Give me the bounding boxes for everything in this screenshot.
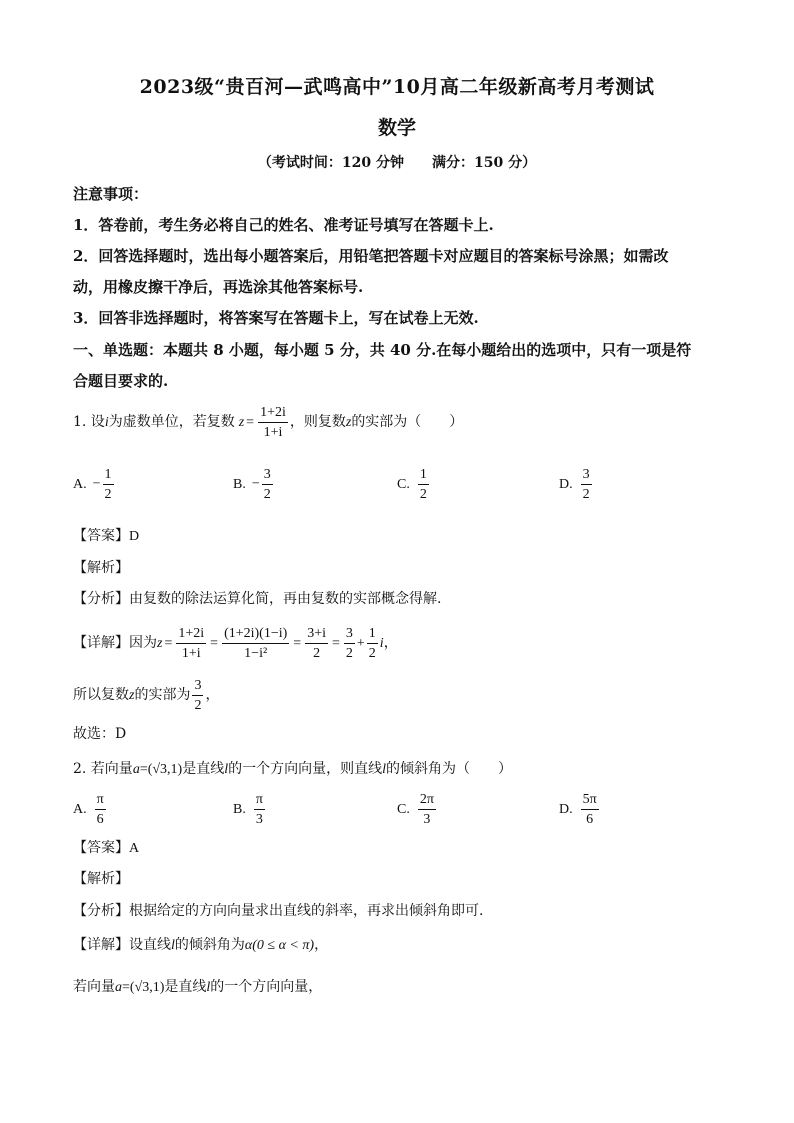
- q2-vector-a-letter: a: [132, 762, 140, 777]
- q2-option-d-frac: [581, 791, 599, 828]
- q1-prefix: 1. 设: [73, 414, 105, 430]
- q2-detail-line-2: [73, 976, 322, 996]
- q1-answer: [73, 525, 139, 545]
- q1-detail-f2-den: 1−i²: [244, 645, 268, 661]
- q2-option-a-label: A.: [73, 801, 87, 817]
- q1-so-line: [73, 675, 219, 716]
- q2-option-d[interactable]: [559, 791, 601, 828]
- q1-so-z: z: [129, 688, 135, 703]
- q1-option-a-frac: [103, 466, 114, 503]
- q2-option-a-frac: [95, 791, 106, 828]
- q1-option-a[interactable]: [73, 466, 116, 503]
- q1-option-b-num: 3: [262, 466, 273, 485]
- q2-vector-a: [133, 762, 140, 777]
- q1-option-a-den: 2: [104, 487, 112, 502]
- q2-fenxi: [73, 900, 483, 920]
- q2-option-a-den: 6: [96, 812, 104, 827]
- q1-detail-frac-2: [222, 625, 289, 662]
- q1-option-d-num: 3: [581, 466, 592, 485]
- q1-option-b[interactable]: [233, 466, 275, 503]
- q2-line2-prefix: 若向量: [73, 979, 115, 995]
- q1-option-a-label: A.: [73, 476, 87, 492]
- q1-detail-frac-4: [344, 625, 355, 662]
- q2-detail-alpha: α(0 ≤ α < π): [244, 938, 315, 953]
- q1-equals: =: [246, 415, 255, 430]
- exam-time-info: （考试时间：120 分钟 满分：150 分）: [257, 155, 537, 171]
- q1-detail-f3-num: 3+i: [305, 625, 328, 644]
- q2-analysis-tag: 【解析】: [73, 871, 129, 887]
- q2-option-c-label: C.: [397, 801, 410, 817]
- section-1-line-1: 一、单选题：本题共 8 小题，每小题 5 分，共 40 分.在每小题给出的选项中，只有一项是符: [73, 341, 692, 359]
- q1-i-symbol: i: [104, 415, 109, 430]
- q1-detail-f1-num: 1+2i: [176, 625, 206, 644]
- q1-frac-den: 1+i: [263, 424, 283, 440]
- q2-detail-end: ，: [314, 937, 329, 953]
- q1-option-a-sign: −: [92, 476, 101, 492]
- q1-option-b-label: B.: [233, 476, 246, 492]
- q1-option-b-sign: −: [251, 476, 260, 492]
- q1-detail-tag: 【详解】: [73, 635, 129, 651]
- q1-fenxi-text: 由复数的除法运算化简，再由复数的实部概念得解.: [129, 591, 442, 607]
- q1-answer-value: D: [129, 529, 140, 544]
- q1-option-d[interactable]: [559, 466, 594, 503]
- notes-item-2-line-1: 2．回答选择题时，选出每小题答案后，用铅笔把答题卡对应题目的答案标号涂黑；如需改: [73, 247, 669, 265]
- q1-detail-f5-num: 1: [367, 625, 378, 644]
- q2-option-a[interactable]: [73, 791, 108, 828]
- q1-option-c[interactable]: [397, 466, 431, 503]
- notes-item-3: 3．回答非选择题时，将答案写在答题卡上，写在试卷上无效.: [73, 309, 479, 327]
- q1-detail-frac-5: [367, 625, 378, 662]
- q1-option-c-label: C.: [397, 476, 410, 492]
- q2-option-b[interactable]: [233, 791, 267, 828]
- q1-detail-end: ，: [383, 635, 398, 651]
- q1-detail-plus: +: [356, 636, 365, 651]
- q2-option-a-num: π: [95, 791, 106, 810]
- q1-detail-z: z: [157, 636, 163, 651]
- q2-line2-suffix: 的一个方向向量，: [210, 979, 323, 995]
- q2-prefix: 2. 若向量: [73, 761, 133, 777]
- q2-option-c-den: 3: [423, 812, 431, 827]
- q1-answer-tag: 【答案】: [73, 528, 129, 544]
- q1-so-end: ，: [205, 687, 220, 703]
- q1-choose: 故选：D: [73, 726, 127, 742]
- q1-mid: 为虚数单位，若复数: [108, 414, 235, 430]
- q1-fenxi-tag: 【分析】: [73, 591, 129, 607]
- question-2-stem: [73, 754, 512, 785]
- q2-vector-value: =(√3,1): [139, 762, 183, 777]
- q1-option-a-num: 1: [103, 466, 114, 485]
- q1-option-c-den: 2: [419, 487, 427, 502]
- q2-option-b-frac: [254, 791, 265, 828]
- q1-so-den: 2: [194, 697, 202, 713]
- q1-detail-frac-1: [176, 625, 206, 662]
- q1-option-d-den: 2: [582, 487, 590, 502]
- q1-frac-num: 1+2i: [258, 404, 288, 423]
- q2-option-c-frac: [418, 791, 436, 828]
- q1-detail-f2-num: (1+2i)(1−i): [222, 625, 289, 644]
- q2-line2-value: =(√3,1): [122, 980, 165, 995]
- q2-answer-tag: 【答案】: [73, 840, 129, 856]
- q1-suffix-1: ，则复数: [289, 414, 346, 430]
- exam-title: 2023级“贵百河—武鸣高中”10月高二年级新高考月考测试: [139, 76, 655, 98]
- q1-option-d-frac: [581, 466, 592, 503]
- q1-option-b-den: 2: [263, 487, 271, 502]
- q1-detail-f5-den: 2: [368, 645, 376, 661]
- q2-mid: 是直线: [182, 761, 225, 777]
- q2-detail-text-1: 设直线: [129, 937, 171, 953]
- q2-suffix-1: 的一个方向向量，则直线: [228, 761, 383, 777]
- q1-option-c-num: 1: [418, 466, 429, 485]
- q2-suffix-2: 的倾斜角为（ ）: [386, 761, 512, 777]
- q1-suffix-2: 的实部为（ ）: [351, 414, 464, 430]
- q1-z-symbol-2: z: [345, 415, 352, 430]
- q1-detail-i: i: [379, 636, 384, 651]
- section-1-line-2: 合题目要求的.: [73, 372, 169, 390]
- question-1-stem: [73, 403, 463, 442]
- q2-option-b-label: B.: [233, 801, 246, 817]
- q1-so-prefix: 所以复数: [73, 687, 129, 703]
- q2-option-c[interactable]: [397, 791, 438, 828]
- q1-detail-f1-den: 1+i: [181, 645, 201, 661]
- q1-so-mid: 的实部为: [134, 687, 191, 703]
- q2-option-b-num: π: [254, 791, 265, 810]
- q2-option-c-num: 2π: [418, 791, 436, 810]
- q1-option-c-frac: [418, 466, 429, 503]
- q2-option-d-label: D.: [559, 801, 573, 817]
- q1-option-d-label: D.: [559, 476, 573, 492]
- q2-fenxi-text: 根据给定的方向向量求出直线的斜率，再求出倾斜角即可.: [129, 903, 484, 919]
- q1-z-symbol: z: [238, 415, 245, 430]
- q1-detail-f4-num: 3: [344, 625, 355, 644]
- q2-line2-l: l: [206, 980, 211, 995]
- q1-detail-prefix: 因为: [129, 635, 157, 651]
- q2-option-b-den: 3: [255, 812, 263, 827]
- q1-fraction: [258, 404, 288, 441]
- notes-item-1: 1．答卷前，考生务必将自己的姓名、准考证号填写在答题卡上.: [73, 216, 494, 234]
- q1-analysis-tag: 【解析】: [73, 560, 129, 576]
- q1-fenxi: [73, 588, 441, 608]
- q2-detail-tag: 【详解】: [73, 937, 129, 953]
- exam-subject: 数学: [377, 117, 416, 139]
- q1-so-frac: [192, 677, 203, 714]
- q2-option-d-num: 5π: [581, 791, 599, 810]
- q2-l-symbol: l: [224, 762, 229, 777]
- q2-answer-value: A: [129, 841, 140, 856]
- q1-detail-f3-den: 2: [313, 645, 321, 661]
- q2-answer: [73, 837, 139, 857]
- q1-detail-f4-den: 2: [345, 645, 353, 661]
- q2-l-symbol-2: l: [382, 762, 386, 777]
- q2-line2-mid: 是直线: [164, 979, 207, 995]
- q2-line2-vector-a: a: [115, 980, 122, 995]
- notes-heading: 注意事项：: [73, 185, 149, 203]
- notes-item-2-line-2: 动，用橡皮擦干净后，再选涂其他答案标号.: [73, 278, 364, 296]
- q1-detail-frac-3: [305, 625, 328, 662]
- q1-so-num: 3: [192, 677, 203, 696]
- q2-option-d-den: 6: [586, 812, 594, 827]
- q2-fenxi-tag: 【分析】: [73, 903, 129, 919]
- q2-detail-text-2: 的倾斜角为: [174, 937, 245, 953]
- q2-detail-l: l: [171, 938, 175, 953]
- q2-detail: [73, 934, 328, 954]
- q1-detail: 【详解】因为z = $\frac{1+2i}{1+i}$ = $\frac{(1+2i)(1-i)}{\text{1−i²}}$ = $\frac{3+i}{2}$ = $\frac{3}{2}$ + $\frac{1}{2}$ i，: [73, 625, 398, 661]
- q1-option-b-frac: [262, 466, 273, 503]
